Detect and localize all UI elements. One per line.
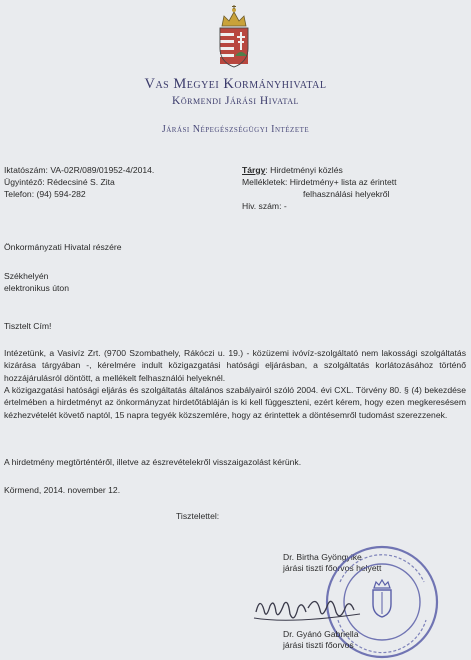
salutation: Tisztelt Cím! [4, 321, 52, 331]
body-paragraph-3: A hirdetmény megtörténtéről, illetve az észrevételekről visszaigazolást kérünk. [4, 457, 302, 467]
case-officer: Ügyintéző: Rédecsiné S. Zita [4, 177, 115, 187]
office-name: Vas Megyei Kormányhivatal [144, 76, 327, 92]
attachments-line-2: felhasználási helyekről [303, 189, 390, 199]
closing: Tisztelettel: [176, 511, 220, 521]
subject-line [242, 164, 397, 176]
department-name: Járási Népegészségügyi Intézete [161, 124, 310, 135]
subject-value: : Hirdetményi közlés [265, 165, 343, 175]
date-line: Körmend, 2014. november 12. [4, 485, 121, 495]
reference-number: Hiv. szám: - [242, 201, 287, 211]
handwritten-signature [250, 590, 370, 630]
meta-left [4, 164, 154, 200]
body-paragraph-2: A közigazgatási hatósági eljárás és szolgáltatás általános szabályairól szóló 2004. évi CXL. Törvény 80. § (4) bekezdése értelmében a hirdetményt az önkormányzat hirdetőtábláján is ki kell függeszteni, ezért kérem, hogy ezen megkeresésem kézhezvételét követő naptól, 15 napra tegyék közszemlére, hogy az érintettek a döntésemről tudomást szerezzenek. [4, 385, 466, 420]
subject-label: Tárgy [242, 165, 266, 175]
hungarian-coat-of-arms-icon [212, 4, 256, 68]
signer-2-title: járási tiszti főorvos [283, 640, 354, 650]
district-office-name: Körmendi Járási Hivatal [172, 95, 299, 107]
signer-2 [283, 629, 358, 651]
signer-2-name: Dr. Gyánó Gabriella [283, 629, 359, 639]
phone-number: Telefon: (94) 594-282 [4, 189, 86, 199]
addressee-line-1: Önkormányzati Hivatal részére [4, 242, 122, 252]
signer-1-name: Dr. Birtha Gyöngyike [283, 552, 362, 562]
body-paragraph-1: Intézetünk, a Vasivíz Zrt. (9700 Szombathely, Rákóczi u. 19.) - közüzemi ivóvíz-szolgáltató nem lakossági szolgáltatás kizárása tárgyában -, kérelmére indult közigazgatási hatósági eljárásban, a szolgáltatás korlátozásához történő hozzájárulásról döntött, a mellékelt felhasználói helyeknél. [4, 348, 466, 383]
addressee-line-2: Székhelyén [4, 271, 49, 281]
meta-right [242, 164, 397, 212]
file-number: Iktatószám: VA-02R/089/01952-4/2014. [4, 165, 155, 175]
addressee-line-3: elektronikus úton [4, 283, 69, 293]
attachments-line-1: Mellékletek: Hirdetmény+ lista az érintett [242, 177, 397, 187]
signer-1-title: járási tiszti főorvos helyett [283, 563, 382, 573]
